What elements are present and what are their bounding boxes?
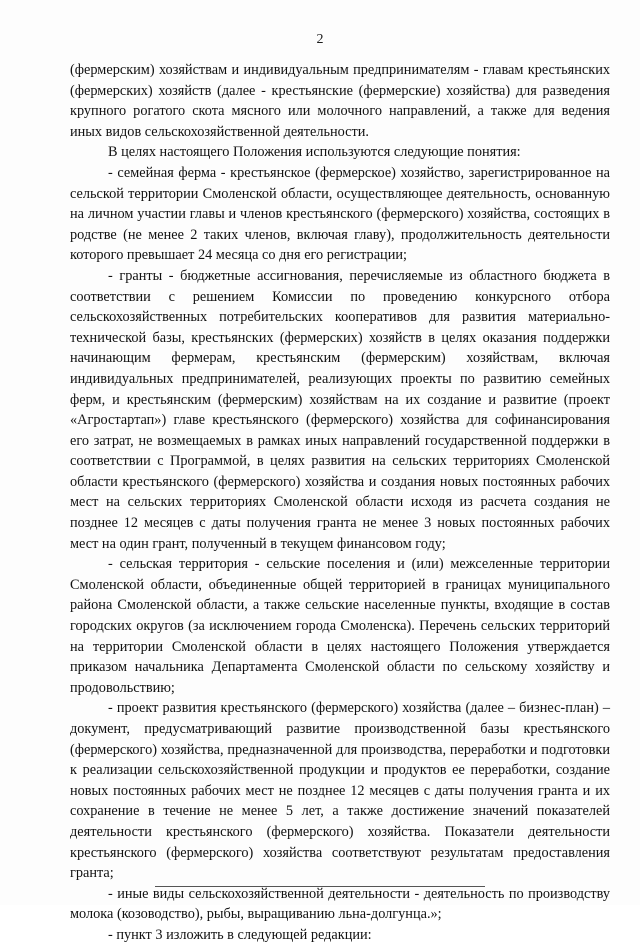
paragraph: В целях настоящего Положения используются следующие понятия: [108,144,521,161]
document-body [70,60,610,946]
paragraph: - проект развития крестьянского (фермерского) хозяйства (далее – бизнес-план) – документ, предусматривающий развитие производственной базы крестьянского (фермерского) хозяйства, предназначенной для производства, переработки и подготовки к реализации сельскохозяйственной продукции и продуктов ее переработки, создание новых постоянных рабочих мест не позднее 12 месяцев с даты получения гранта и их сохранение в течение не менее 5 лет, а также достижение значений показателей деятельности крестьянского (фермерского) хозяйства. Показатели деятельности крестьянского (фермерского) хозяйства соответствуют результатам предоставления гранта; [70,700,610,882]
paragraph: (фермерским) хозяйствам и индивидуальным предпринимателям - главам крестьянских (фермерских) хозяйств (далее - крестьянские (фермерские) хозяйства) для разведения крупного рогатого скота мясного или молочного направлений, а также для ведения иных видов сельскохозяйственной деятельности. [70,62,610,140]
paragraph: - гранты - бюджетные ассигнования, перечисляемые из областного бюджета в соответствии с решением Комиссии по проведению конкурсного отбора сельскохозяйственных потребительских кооперативов для развития материально-технической базы, крестьянских (фермерских) хозяйств в целях оказания поддержки начинающим фермерам, крестьянским (фермерским) хозяйствам, включая индивидуальных предпринимателей, реализующих проекты по развитию семейных ферм, и крестьянским (фермерским) хозяйствам на их создание и развитие (проект «Агростартап») главе крестьянского (фермерского) хозяйства для софинансирования его затрат, не возмещаемых в рамках иных направлений государственной поддержки в соответствии с Программой, в целях развития на сельских территориях Смоленской области крестьянского (фермерского) хозяйства и создания новых постоянных рабочих мест на сельских территориях Смоленской области исходя из расчета создания не позднее 12 месяцев с даты получения гранта не менее 3 новых постоянных рабочих мест на один грант, полученный в текущем финансовом году; [70,267,610,552]
paragraph: - семейная ферма - крестьянское (фермерское) хозяйство, зарегистрированное на сельской территории Смоленской области, осуществляющее деятельность, основанную на личном участии главы и членов крестьянского (фермерского) хозяйства, состоящих в родстве (не менее 2 таких членов, включая главу), продолжительность деятельности которого превышает 24 месяца со дня его регистрации; [70,164,610,264]
footer-rule [155,886,485,887]
paragraph: - иные виды сельскохозяйственной деятельности - деятельность по производству молока (козоводство), рыбы, выращиванию льна-долгунца.»; [70,885,610,923]
page-number: 2 [316,32,324,47]
paragraph: - сельская территория - сельские поселения и (или) межселенные территории Смоленской области, объединенные общей территорией в границах муниципального района Смоленской области, а также сельские населенные пункты, входящие в состав городских округов (за исключением города Смоленска). Перечень сельских территорий на территории Смоленской области в целях настоящего Положения утверждается приказом начальника Департамента Смоленской области по сельскому хозяйству и продовольствию; [70,556,610,696]
paragraph: - пункт 3 изложить в следующей редакции: [108,926,372,943]
